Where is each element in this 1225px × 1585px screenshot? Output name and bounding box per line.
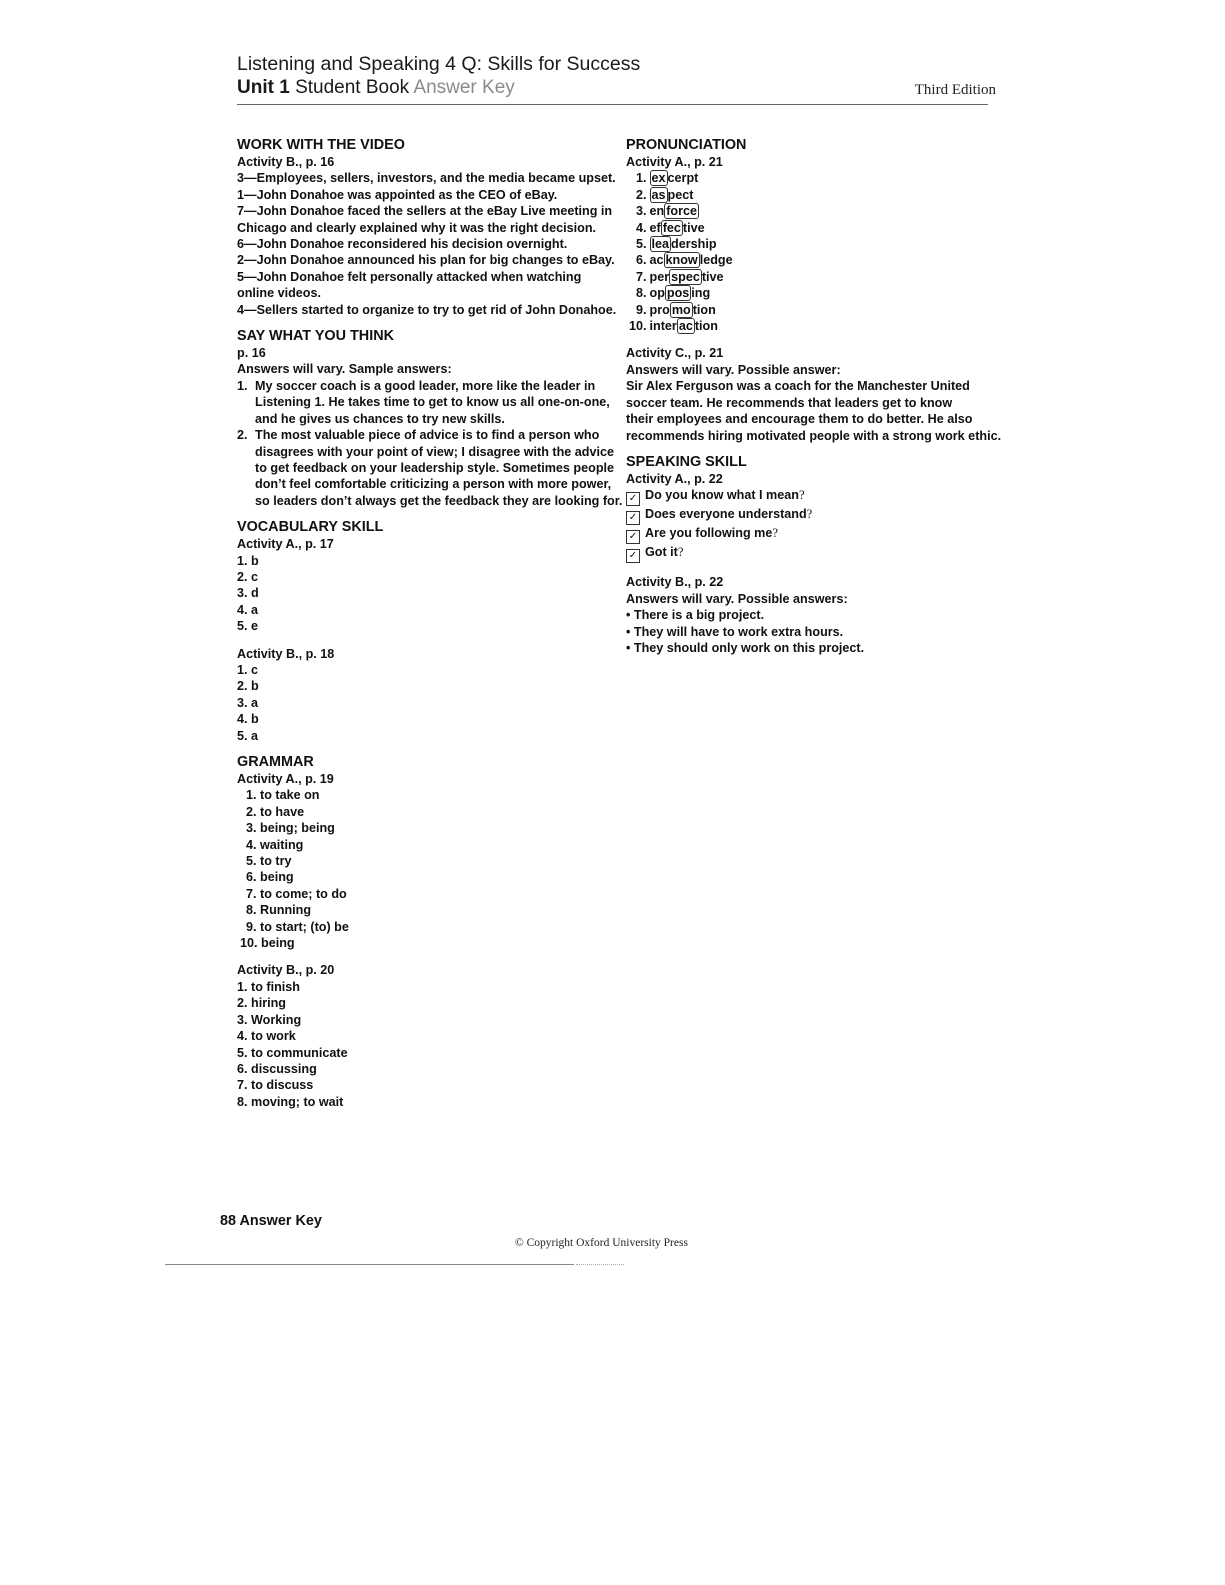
activity-title: Activity B., p. 22	[626, 575, 724, 590]
syllable-pre: inter	[649, 319, 677, 334]
list-item: 6. discussing	[237, 1061, 317, 1076]
list-item: 2—John Donahoe announced his plan for big changes to eBay.	[237, 253, 615, 268]
syllable-pre: per	[649, 269, 670, 284]
list-item: 8. moving; to wait	[237, 1094, 344, 1109]
header-divider	[237, 104, 988, 105]
item-number: 6.	[636, 253, 647, 268]
activity-title: Activity C., p. 21	[626, 346, 724, 361]
list-item: 3. d	[237, 586, 259, 601]
bullet-item: • They should only work on this project.	[626, 640, 865, 655]
item-number: 3.	[636, 204, 647, 219]
list-item: 4. waiting	[246, 837, 304, 852]
video-answer-list	[237, 170, 627, 318]
pronunciation-item	[626, 187, 1016, 203]
list-item: 7. to come; to do	[246, 886, 347, 901]
item-number: 2.	[237, 428, 248, 443]
list-item: 2. hiring	[237, 996, 286, 1011]
pronunciation-item	[626, 302, 1016, 318]
syllable-post: tion	[694, 319, 718, 334]
checklist-item: ✓ Got it?	[626, 544, 1016, 563]
syllable-post: pect	[667, 187, 694, 202]
activity-title: Activity A., p. 17	[237, 537, 334, 552]
edition-label: Third Edition	[914, 82, 996, 98]
stressed-syllable-box: know	[665, 253, 698, 268]
paragraph-line: soccer team. He recommends that leaders get to know	[626, 395, 953, 410]
stressed-syllable-box: spec	[671, 269, 700, 284]
list-item: 4. a	[237, 602, 259, 617]
list-item: 4. b	[237, 712, 259, 727]
section-heading-pronunciation: PRONUNCIATION	[626, 137, 747, 153]
answers-intro: Answers will vary. Sample answers:	[237, 362, 452, 377]
answers-intro: Answers will vary. Possible answer:	[626, 362, 841, 377]
bullet-item: • There is a big project.	[626, 608, 765, 623]
pronunciation-item	[626, 170, 1016, 186]
activity-title: Activity B., p. 20	[237, 963, 335, 978]
syllable-pre: en	[649, 204, 665, 219]
paragraph-line: their employees and encourage them to do better. He also	[626, 412, 973, 427]
item-number: 9.	[636, 302, 647, 317]
list-item: online videos.	[237, 286, 321, 301]
footer-divider-dotted	[576, 1264, 624, 1265]
list-item	[237, 427, 627, 509]
list-item: 4. to work	[237, 1029, 296, 1044]
list-item: 1. b	[237, 553, 259, 568]
answers-intro: Answers will vary. Possible answers:	[626, 591, 848, 606]
section-heading-vocab: VOCABULARY SKILL	[237, 519, 384, 536]
page-number-label: 88 Answer Key	[220, 1213, 322, 1229]
book-title: Listening and Speaking 4 Q: Skills for Success	[237, 53, 641, 75]
list-item: 1. c	[237, 662, 259, 677]
checklist-item: ✓ Are you following me?	[626, 525, 1016, 544]
item-text: My soccer coach is a good leader, more like the leader in Listening 1. He takes time to get to know us all one-on-one, and he gives us chances to try new skills.	[255, 378, 610, 426]
footer-divider	[165, 1264, 574, 1265]
pronunciation-item	[626, 220, 1016, 236]
item-number: 4.	[636, 220, 647, 235]
pronunciation-item	[626, 203, 1016, 219]
list-item: 2. to have	[246, 804, 305, 819]
list-item: 5—John Donahoe felt personally attacked when watching	[237, 269, 582, 284]
pronunciation-item	[626, 236, 1016, 252]
checkbox-checked-icon: ✓	[626, 530, 640, 544]
stressed-syllable-box: pos	[666, 286, 690, 301]
stressed-syllable-box: ac	[678, 319, 693, 334]
syllable-post: tive	[701, 269, 724, 284]
list-item: 10. being	[240, 936, 295, 951]
syllable-pre: op	[649, 286, 665, 301]
syllable-post: ing	[691, 286, 711, 301]
stressed-syllable-box: ex	[651, 171, 666, 186]
list-item: 6. being	[246, 870, 294, 885]
syllable-post: tion	[692, 302, 716, 317]
list-item: 5. e	[237, 619, 259, 634]
item-number: 1.	[636, 171, 647, 186]
stressed-syllable-box: mo	[671, 302, 691, 317]
right-column	[626, 136, 1016, 656]
section-heading-think: SAY WHAT YOU THINK	[237, 328, 394, 345]
paragraph-line: Sir Alex Ferguson was a coach for the Manchester United	[626, 379, 970, 394]
syllable-post: cerpt	[667, 171, 699, 186]
list-item: 7—John Donahoe faced the sellers at the eBay Live meeting in	[237, 204, 613, 219]
item-number: 7.	[636, 269, 647, 284]
unit-line	[237, 77, 515, 99]
bullet-item: • They will have to work extra hours.	[626, 624, 844, 639]
paragraph-line: recommends hiring motivated people with a strong work ethic.	[626, 428, 1002, 443]
stressed-syllable-box: as	[651, 187, 666, 202]
list-item: 2. b	[237, 679, 259, 694]
checkbox-checked-icon: ✓	[626, 492, 640, 506]
list-item: 5. a	[237, 728, 259, 743]
list-item: 3. being; being	[246, 821, 335, 836]
checkbox-checked-icon: ✓	[626, 549, 640, 563]
list-item: Chicago and clearly explained why it was the right decision.	[237, 220, 597, 235]
pronunciation-item	[626, 285, 1016, 301]
left-column	[237, 136, 627, 1110]
syllable-pre: ef	[649, 220, 661, 235]
book-label: Student Book	[295, 77, 410, 98]
activity-title: Activity B., p. 18	[237, 646, 335, 661]
checklist-item: ✓ Do you know what I mean?	[626, 487, 1016, 506]
stressed-syllable-box: force	[666, 204, 698, 219]
section-heading-video: WORK WITH THE VIDEO	[237, 137, 405, 153]
item-number: 5.	[636, 237, 647, 252]
section-heading-grammar: GRAMMAR	[237, 754, 314, 770]
list-item: 3. a	[237, 695, 259, 710]
list-item: 1. to take on	[246, 788, 320, 803]
checkbox-checked-icon: ✓	[626, 511, 640, 525]
copyright-notice: © Copyright Oxford University Press	[515, 1237, 688, 1249]
stressed-syllable-box: fec	[662, 220, 681, 235]
list-item: 9. to start; (to) be	[246, 919, 349, 934]
list-item: 7. to discuss	[237, 1078, 314, 1093]
pronunciation-item	[626, 252, 1016, 268]
list-item: 3. Working	[237, 1012, 302, 1027]
item-text: The most valuable piece of advice is to find a person who disagrees with your point of view; I disagree with the advice to get feedback on your leadership style. Sometimes people don’t feel comfortable criticizing a person with more power, so leaders don’t always get the feedback they are looking for.	[255, 428, 623, 508]
activity-title: Activity A., p. 19	[237, 772, 334, 786]
pronunciation-item	[626, 318, 1016, 334]
item-number: 10.	[629, 319, 647, 334]
checklist-item: ✓ Does everyone understand?	[626, 506, 1016, 525]
activity-title: Activity B., p. 16	[237, 155, 335, 169]
pronunciation-item	[626, 269, 1016, 285]
item-number: 8.	[636, 286, 647, 301]
item-number: 2.	[636, 187, 647, 202]
item-number: 1.	[237, 378, 248, 393]
list-item: 2. c	[237, 569, 259, 584]
answer-key-label: Answer Key	[413, 77, 515, 98]
activity-title: Activity A., p. 22	[626, 471, 723, 486]
list-item: 4—Sellers started to organize to try to get rid of John Donahoe.	[237, 302, 617, 317]
stressed-syllable-box: lea	[651, 237, 670, 252]
syllable-pre: pro	[649, 302, 670, 317]
syllable-post: ledge	[699, 253, 733, 268]
list-item: 1. to finish	[237, 979, 300, 994]
unit-label: Unit 1	[237, 77, 290, 98]
list-item: 6—John Donahoe reconsidered his decision overnight.	[237, 237, 568, 252]
list-item: 5. to communicate	[237, 1045, 348, 1060]
list-item: 1—John Donahoe was appointed as the CEO of eBay.	[237, 187, 558, 202]
section-heading-speaking: SPEAKING SKILL	[626, 453, 747, 470]
list-item: 8. Running	[246, 903, 312, 918]
syllable-post: tive	[682, 220, 705, 235]
syllable-post: dership	[671, 237, 717, 252]
pronunciation-list	[626, 170, 1016, 334]
list-item	[237, 378, 627, 427]
syllable-pre: ac	[649, 253, 664, 268]
activity-title: Activity A., p. 21	[626, 155, 723, 169]
activity-title: p. 16	[237, 346, 266, 361]
list-item: 3—Employees, sellers, investors, and the media became upset.	[237, 171, 616, 186]
list-item: 5. to try	[246, 854, 292, 869]
